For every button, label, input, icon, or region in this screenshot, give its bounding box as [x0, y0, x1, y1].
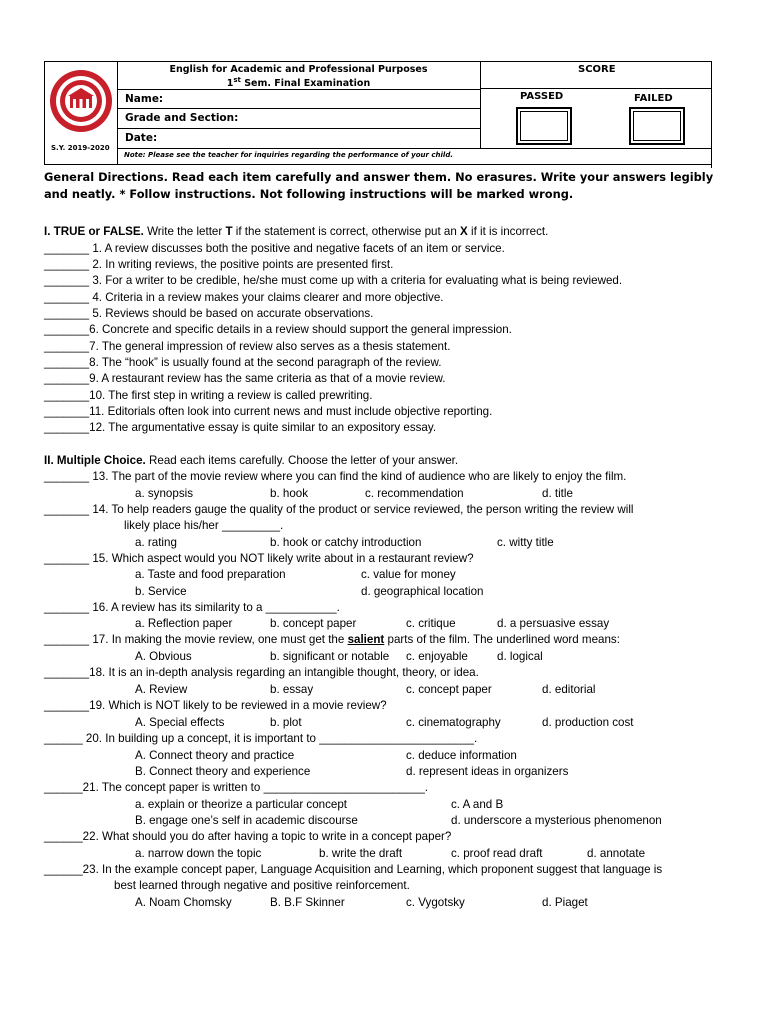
failed-score-box[interactable]	[629, 107, 685, 145]
school-seal-icon	[48, 66, 114, 136]
section-1-instr: Write the letter	[143, 225, 226, 238]
mc-option[interactable]: b. significant or notable	[270, 650, 390, 663]
mc-option[interactable]: c. value for money	[361, 568, 456, 581]
divider	[480, 61, 481, 149]
mc-question[interactable]: _______18. It is an in-depth analysis regarding an intangible thought, theory, or idea.	[44, 666, 479, 679]
tf-item[interactable]: _______ 2. In writing reviews, the positive points are presented first.	[44, 258, 394, 271]
mc-option[interactable]: b. Service	[135, 585, 187, 598]
tf-item[interactable]: _______7. The general impression of review also serves as a thesis statement.	[44, 340, 451, 353]
tf-item[interactable]: _______11. Editorials often look into current news and must include objective reporting.	[44, 405, 493, 418]
mc-option[interactable]: d. title	[542, 487, 573, 500]
mc-option[interactable]: b. write the draft	[319, 847, 403, 860]
header-note: Note: Please see the teacher for inquiries regarding the performance of your child.	[124, 151, 454, 159]
mc-option[interactable]: B. engage one’s self in academic discourse	[135, 814, 358, 827]
mc-question[interactable]: _______ 16. A review has its similarity to a ___________.	[44, 601, 340, 614]
mc-option[interactable]: d. logical	[497, 650, 543, 663]
letter-t: T	[225, 225, 233, 238]
section-1-title: I. TRUE or FALSE.	[44, 225, 144, 238]
mc-option[interactable]: A. Special effects	[135, 716, 225, 729]
exam-title-sup: st	[233, 76, 241, 84]
salient-word: salient	[347, 633, 385, 646]
mc-option[interactable]: b. essay	[270, 683, 314, 696]
failed-label: FAILED	[634, 93, 673, 104]
mc-question[interactable]: _______19. Which is NOT likely to be reviewed in a movie review?	[44, 699, 387, 712]
tf-item[interactable]: _______ 5. Reviews should be based on accurate observations.	[44, 307, 374, 320]
mc-option[interactable]: a. explain or theorize a particular concept	[135, 798, 348, 811]
general-directions: General Directions. Read each item carefully and answer them. No erasures. Write your answers legibly and neatly. * Follow instructions. Not following instructions will be marked wrong.	[44, 170, 714, 201]
mc-option[interactable]: c. cinematography	[406, 716, 501, 729]
mc-option[interactable]: c. enjoyable	[406, 650, 468, 663]
mc-option[interactable]: b. concept paper	[270, 617, 357, 630]
mc-option[interactable]: d. geographical location	[361, 585, 484, 598]
mc-option[interactable]: a. Reflection paper	[135, 617, 233, 630]
mc-option[interactable]: b. plot	[270, 716, 302, 729]
divider	[117, 128, 480, 129]
mc-option[interactable]: B. Connect theory and experience	[135, 765, 311, 778]
tf-item[interactable]: _______ 1. A review discusses both the positive and negative facets of an item or service.	[44, 242, 505, 255]
mc-question[interactable]: ______21. The concept paper is written to _________________________.	[44, 781, 428, 794]
mc-option[interactable]: a. rating	[135, 536, 177, 549]
mc-option[interactable]: d. annotate	[587, 847, 646, 860]
divider	[711, 148, 712, 168]
mc-question[interactable]: _______ 13. The part of the movie review where you can find the kind of audience who are likely to enjoy the film.	[44, 470, 627, 483]
mc-question[interactable]: ______22. What should you do after having a topic to write in a concept paper?	[44, 830, 452, 843]
mc-option[interactable]: c. concept paper	[406, 683, 492, 696]
mc-option[interactable]: a. Taste and food preparation	[135, 568, 286, 581]
tf-item[interactable]: _______9. A restaurant review has the same criteria as that of a movie review.	[44, 372, 446, 385]
mc-option[interactable]: A. Connect theory and practice	[135, 749, 295, 762]
mc-option[interactable]: B. B.F Skinner	[270, 896, 345, 909]
passed-score-box[interactable]	[516, 107, 572, 145]
tf-item[interactable]: _______6. Concrete and specific details in a review should support the general impression.	[44, 323, 512, 336]
mc-question[interactable]: ______ 20. In building up a concept, it is important to ________________________.	[44, 732, 478, 745]
q17-text: parts of the film. The underlined word means:	[384, 633, 620, 646]
mc-option[interactable]: A. Review	[135, 683, 188, 696]
tf-item[interactable]: _______10. The first step in writing a review is called prewriting.	[44, 389, 373, 402]
mc-question[interactable]: ______23. In the example concept paper, Language Acquisition and Learning, which proponent suggest that language is	[44, 863, 663, 876]
mc-option[interactable]: A. Noam Chomsky	[135, 896, 232, 909]
mc-question[interactable]: _______ 15. Which aspect would you NOT likely write about in a restaurant review?	[44, 552, 474, 565]
mc-option[interactable]: c. recommendation	[365, 487, 464, 500]
section-1-instr: if it is incorrect.	[467, 225, 549, 238]
mc-option[interactable]: a. narrow down the topic	[135, 847, 262, 860]
section-1-instr: if the statement is correct, otherwise put an	[232, 225, 461, 238]
mc-option[interactable]: d. editorial	[542, 683, 596, 696]
section-1-heading	[44, 225, 548, 239]
tf-item[interactable]: _______ 3. For a writer to be credible, he/she must come up with a criteria for evaluating what is being reviewed.	[44, 274, 623, 287]
section-2-heading	[44, 454, 458, 468]
mc-option[interactable]: b. hook	[270, 487, 309, 500]
mc-option[interactable]: d. underscore a mysterious phenomenon	[451, 814, 662, 827]
exam-title-rest: Sem. Final Examination	[240, 78, 371, 90]
exam-title	[117, 76, 480, 89]
mc-question-cont: likely place his/her _________.	[124, 519, 284, 532]
mc-option[interactable]: d. Piaget	[542, 896, 588, 909]
mc-option[interactable]: c. proof read draft	[451, 847, 543, 860]
mc-option[interactable]: c. critique	[406, 617, 456, 630]
section-2-title: II. Multiple Choice.	[44, 454, 146, 467]
tf-item[interactable]: _______8. The “hook” is usually found at the second paragraph of the review.	[44, 356, 442, 369]
letter-x: X	[460, 225, 468, 238]
mc-option[interactable]: d. production cost	[542, 716, 634, 729]
mc-option[interactable]: d. represent ideas in organizers	[406, 765, 569, 778]
mc-option[interactable]: b. hook or catchy introduction	[270, 536, 422, 549]
divider	[480, 88, 712, 89]
divider	[117, 108, 480, 109]
grade-section-field[interactable]: Grade and Section:	[125, 112, 239, 124]
mc-question[interactable]: _______ 14. To help readers gauge the quality of the product or service reviewed, the person writing the review will	[44, 503, 634, 516]
passed-label: PASSED	[520, 91, 564, 102]
mc-option[interactable]: c. Vygotsky	[406, 896, 465, 909]
mc-option[interactable]: c. deduce information	[406, 749, 517, 762]
mc-option[interactable]: c. A and B	[451, 798, 504, 811]
mc-question-cont: best learned through negative and positive reinforcement.	[114, 879, 410, 892]
course-title: English for Academic and Professional Purposes	[169, 64, 428, 75]
mc-option[interactable]: c. witty title	[497, 536, 554, 549]
mc-option[interactable]: a. synopsis	[135, 487, 193, 500]
score-label: SCORE	[578, 64, 616, 75]
name-field[interactable]: Name:	[125, 93, 164, 105]
tf-item[interactable]: _______ 4. Criteria in a review makes your claims clearer and more objective.	[44, 291, 444, 304]
q17-text: _______ 17. In making the movie review, one must get the	[44, 633, 348, 646]
tf-item[interactable]: _______12. The argumentative essay is quite similar to an expository essay.	[44, 421, 437, 434]
divider	[117, 148, 712, 149]
section-2-instr: Read each items carefully. Choose the letter of your answer.	[145, 454, 459, 467]
mc-option[interactable]: d. a persuasive essay	[497, 617, 610, 630]
date-field[interactable]: Date:	[125, 132, 158, 144]
school-year: S.Y. 2019-2020	[51, 144, 110, 152]
exam-title-num: 1	[226, 78, 234, 90]
mc-option[interactable]: A. Obvious	[135, 650, 192, 663]
mc-question[interactable]	[44, 633, 620, 647]
